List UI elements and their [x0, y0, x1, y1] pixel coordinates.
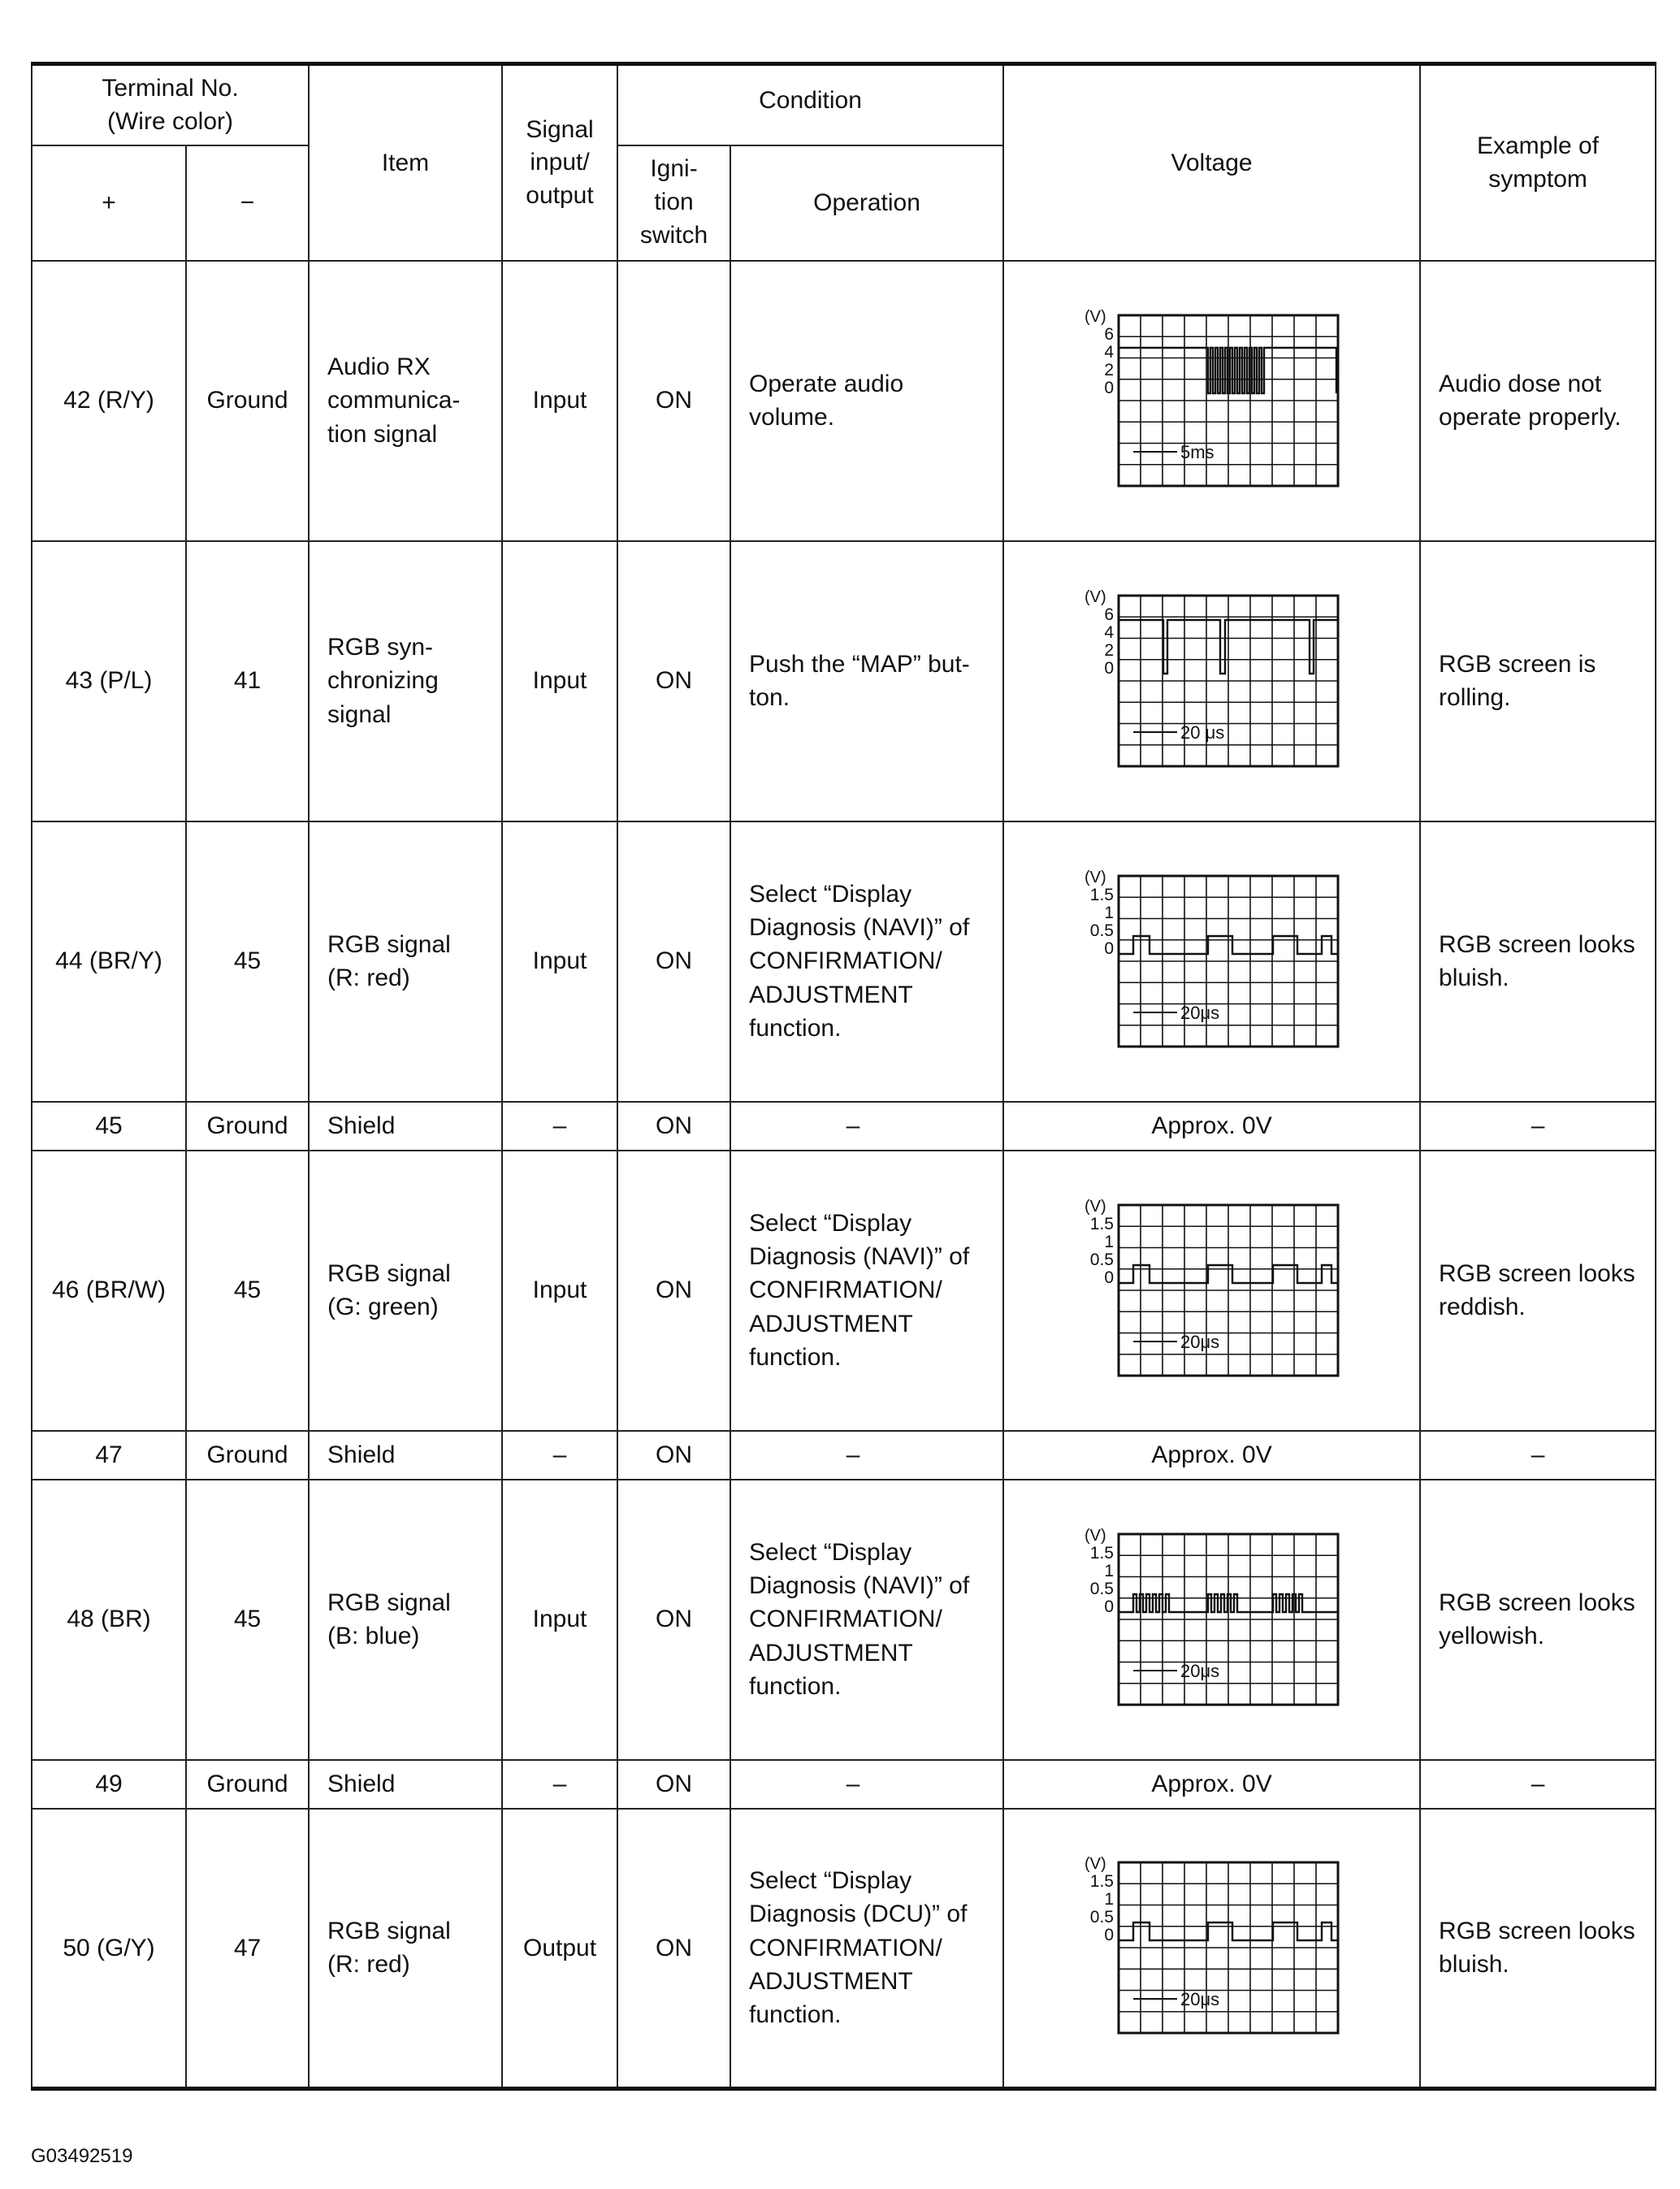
scope-time-label: 20 μs — [1180, 722, 1224, 743]
item-text: RGB signal (R: red) — [327, 1917, 451, 1979]
symptom-text: Audio dose not operate properly. — [1439, 370, 1622, 431]
header-item: Item — [309, 64, 502, 261]
item-text: Shield — [327, 1770, 396, 1797]
ignition-switch: ON — [617, 1431, 730, 1480]
item — [309, 821, 502, 1102]
terminal-plus: 45 — [32, 1102, 186, 1151]
item-text: Shield — [327, 1112, 396, 1139]
terminal-plus: 49 — [32, 1760, 186, 1809]
symptom — [1420, 1760, 1656, 1809]
item — [309, 1431, 502, 1480]
voltage — [1003, 1151, 1420, 1431]
scope-time-label: 5ms — [1180, 442, 1215, 462]
operation-text: Push the “MAP” but- ton. — [749, 650, 970, 711]
signal-io: – — [502, 1431, 617, 1480]
voltage: Approx. 0V — [1003, 1760, 1420, 1809]
operation — [730, 1809, 1003, 2089]
scope-tick-label: 0.5 — [1089, 1908, 1114, 1927]
scope-tick-label: 1 — [1103, 904, 1114, 922]
symptom — [1420, 1431, 1656, 1480]
scope-tick-label: 0 — [1103, 1268, 1114, 1287]
signal-io: Input — [502, 541, 617, 821]
ignition-switch: ON — [617, 1809, 730, 2089]
scope-tick-label: 6 — [1103, 325, 1114, 344]
header-minus: − — [186, 145, 309, 261]
table-row — [32, 1151, 1656, 1431]
symptom-text: RGB screen looks reddish. — [1439, 1259, 1635, 1320]
item-text: RGB signal (B: blue) — [327, 1589, 451, 1649]
terminal-plus: 50 (G/Y) — [32, 1809, 186, 2089]
operation — [730, 1151, 1003, 1431]
symptom-text: RGB screen looks bluish. — [1439, 1917, 1635, 1979]
operation — [730, 541, 1003, 821]
oscilloscope-waveform — [1078, 1518, 1346, 1721]
symptom-text: RGB screen is rolling. — [1439, 650, 1596, 711]
terminal-minus: Ground — [186, 1431, 309, 1480]
terminal-minus: 45 — [186, 821, 309, 1102]
operation-text: – — [846, 1441, 860, 1468]
terminal-plus: 48 (BR) — [32, 1480, 186, 1760]
scope-tick-label: 4 — [1103, 343, 1114, 362]
scope-waveform-trace — [1119, 1594, 1338, 1612]
header-condition: Condition — [617, 64, 1003, 145]
voltage — [1003, 541, 1420, 821]
voltage — [1003, 1809, 1420, 2089]
header-symptom-text: Example of symptom — [1476, 132, 1600, 193]
operation-text: Select “Display Diagnosis (NAVI)” of CONFIRMATION/ ADJUSTMENT function. — [749, 1209, 970, 1372]
terminal-minus: Ground — [186, 1102, 309, 1151]
operation-text: – — [846, 1112, 860, 1139]
operation-text: – — [846, 1770, 860, 1797]
table-row — [32, 1760, 1656, 1809]
scope-unit-label: (V) — [1084, 1855, 1106, 1874]
scope-tick-label: 2 — [1103, 361, 1114, 379]
symptom — [1420, 1809, 1656, 2089]
scope-tick-label: 0 — [1103, 379, 1114, 397]
terminal-plus: 43 (P/L) — [32, 541, 186, 821]
operation-text: Select “Display Diagnosis (DCU)” of CONFIRMATION/ ADJUSTMENT function. — [749, 1866, 968, 2029]
table-row — [32, 261, 1656, 541]
terminal-minus: 45 — [186, 1480, 309, 1760]
header-voltage: Voltage — [1003, 64, 1420, 261]
item — [309, 1151, 502, 1431]
scope-unit-label: (V) — [1084, 308, 1106, 326]
symptom — [1420, 1102, 1656, 1151]
scope-tick-label: 0.5 — [1089, 1580, 1114, 1598]
table-row — [32, 1480, 1656, 1760]
scope-tick-label: 0 — [1103, 659, 1114, 678]
ignition-switch: ON — [617, 261, 730, 541]
table-row — [32, 1809, 1656, 2089]
terminal-plus: 42 (R/Y) — [32, 261, 186, 541]
item-text: Audio RX communica- tion signal — [327, 353, 461, 448]
scope-unit-label: (V) — [1084, 1198, 1106, 1216]
header-symptom — [1420, 64, 1656, 261]
item — [309, 1102, 502, 1151]
scope-time-label: 20μs — [1180, 1332, 1219, 1352]
terminal-minus: 41 — [186, 541, 309, 821]
header-plus: + — [32, 145, 186, 261]
table-row — [32, 541, 1656, 821]
terminal-minus: 47 — [186, 1809, 309, 2089]
item-text: RGB syn- chronizing signal — [327, 633, 439, 728]
signal-io: Input — [502, 1480, 617, 1760]
item-text: RGB signal (R: red) — [327, 930, 451, 991]
figure-code: G03492519 — [31, 2145, 133, 2167]
oscilloscope-waveform — [1078, 1189, 1346, 1392]
operation-text: Operate audio volume. — [749, 370, 904, 431]
terminal-minus: Ground — [186, 261, 309, 541]
symptom — [1420, 1151, 1656, 1431]
scope-tick-label: 1 — [1103, 1890, 1114, 1909]
scope-tick-label: 6 — [1103, 605, 1114, 624]
ignition-switch: ON — [617, 541, 730, 821]
ignition-switch: ON — [617, 1151, 730, 1431]
operation — [730, 1760, 1003, 1809]
terminal-plus: 44 (BR/Y) — [32, 821, 186, 1102]
scope-tick-label: 2 — [1103, 641, 1114, 660]
scope-time-label: 20μs — [1180, 1003, 1219, 1023]
scope-waveform-trace — [1119, 348, 1336, 393]
item-text: RGB signal (G: green) — [327, 1259, 451, 1320]
item-text: Shield — [327, 1441, 396, 1468]
item — [309, 1760, 502, 1809]
scope-tick-label: 0.5 — [1089, 921, 1114, 940]
scope-tick-label: 1.5 — [1089, 886, 1114, 904]
symptom — [1420, 821, 1656, 1102]
symptom-text: RGB screen looks yellowish. — [1439, 1589, 1635, 1649]
oscilloscope-waveform — [1078, 579, 1346, 782]
oscilloscope-waveform — [1078, 299, 1346, 502]
voltage — [1003, 821, 1420, 1102]
scope-tick-label: 0 — [1103, 939, 1114, 958]
scope-unit-label: (V) — [1084, 1527, 1106, 1545]
oscilloscope-waveform — [1078, 1846, 1346, 2049]
scope-tick-label: 0.5 — [1089, 1251, 1114, 1269]
item — [309, 1809, 502, 2089]
voltage — [1003, 261, 1420, 541]
scope-unit-label: (V) — [1084, 869, 1106, 886]
scope-tick-label: 1 — [1103, 1562, 1114, 1580]
terminal-minus: Ground — [186, 1760, 309, 1809]
voltage — [1003, 1480, 1420, 1760]
signal-io: Input — [502, 261, 617, 541]
scope-tick-label: 4 — [1103, 623, 1114, 642]
symptom — [1420, 261, 1656, 541]
item — [309, 541, 502, 821]
scope-tick-label: 0 — [1103, 1597, 1114, 1616]
symptom-text: – — [1531, 1770, 1545, 1797]
terminal-minus: 45 — [186, 1151, 309, 1431]
header-terminal — [32, 64, 309, 145]
ignition-switch: ON — [617, 1760, 730, 1809]
table-row — [32, 821, 1656, 1102]
table-row — [32, 1431, 1656, 1480]
symptom-text: – — [1531, 1112, 1545, 1139]
header-terminal-no: Terminal No. — [102, 74, 239, 102]
signal-io: – — [502, 1102, 617, 1151]
voltage: Approx. 0V — [1003, 1431, 1420, 1480]
signal-io: Input — [502, 821, 617, 1102]
operation — [730, 1102, 1003, 1151]
scope-tick-label: 1.5 — [1089, 1215, 1114, 1233]
scope-tick-label: 1.5 — [1089, 1544, 1114, 1563]
operation — [730, 261, 1003, 541]
terminal-spec-table — [31, 62, 1656, 2091]
oscilloscope-waveform — [1078, 860, 1346, 1063]
ignition-switch: ON — [617, 1480, 730, 1760]
scope-time-label: 20μs — [1180, 1989, 1219, 2010]
ignition-switch: ON — [617, 821, 730, 1102]
signal-io: – — [502, 1760, 617, 1809]
table-row — [32, 1102, 1656, 1151]
header-operation: Operation — [730, 145, 1003, 261]
terminal-plus: 47 — [32, 1431, 186, 1480]
header-signal-io — [502, 64, 617, 261]
symptom — [1420, 541, 1656, 821]
operation — [730, 1431, 1003, 1480]
scope-tick-label: 1 — [1103, 1233, 1114, 1251]
symptom-text: RGB screen looks bluish. — [1439, 930, 1635, 991]
item — [309, 1480, 502, 1760]
scope-tick-label: 0 — [1103, 1926, 1114, 1945]
signal-io: Input — [502, 1151, 617, 1431]
scope-time-label: 20μs — [1180, 1661, 1219, 1681]
operation — [730, 1480, 1003, 1760]
signal-io: Output — [502, 1809, 617, 2089]
operation-text: Select “Display Diagnosis (NAVI)” of CONFIRMATION/ ADJUSTMENT function. — [749, 880, 970, 1042]
voltage: Approx. 0V — [1003, 1102, 1420, 1151]
scope-tick-label: 1.5 — [1089, 1872, 1114, 1892]
scope-unit-label: (V) — [1084, 588, 1106, 606]
ignition-switch: ON — [617, 1102, 730, 1151]
header-ignition-text: Igni- tion switch — [639, 155, 708, 249]
terminal-plus: 46 (BR/W) — [32, 1151, 186, 1431]
header-wire-color: (Wire color) — [107, 108, 233, 136]
item — [309, 261, 502, 541]
symptom-text: – — [1531, 1441, 1545, 1468]
operation — [730, 821, 1003, 1102]
header-ignition-switch — [617, 145, 730, 261]
operation-text: Select “Display Diagnosis (NAVI)” of CONFIRMATION/ ADJUSTMENT function. — [749, 1538, 970, 1701]
symptom — [1420, 1480, 1656, 1760]
header-signal-io-text: Signal input/ output — [526, 115, 594, 209]
